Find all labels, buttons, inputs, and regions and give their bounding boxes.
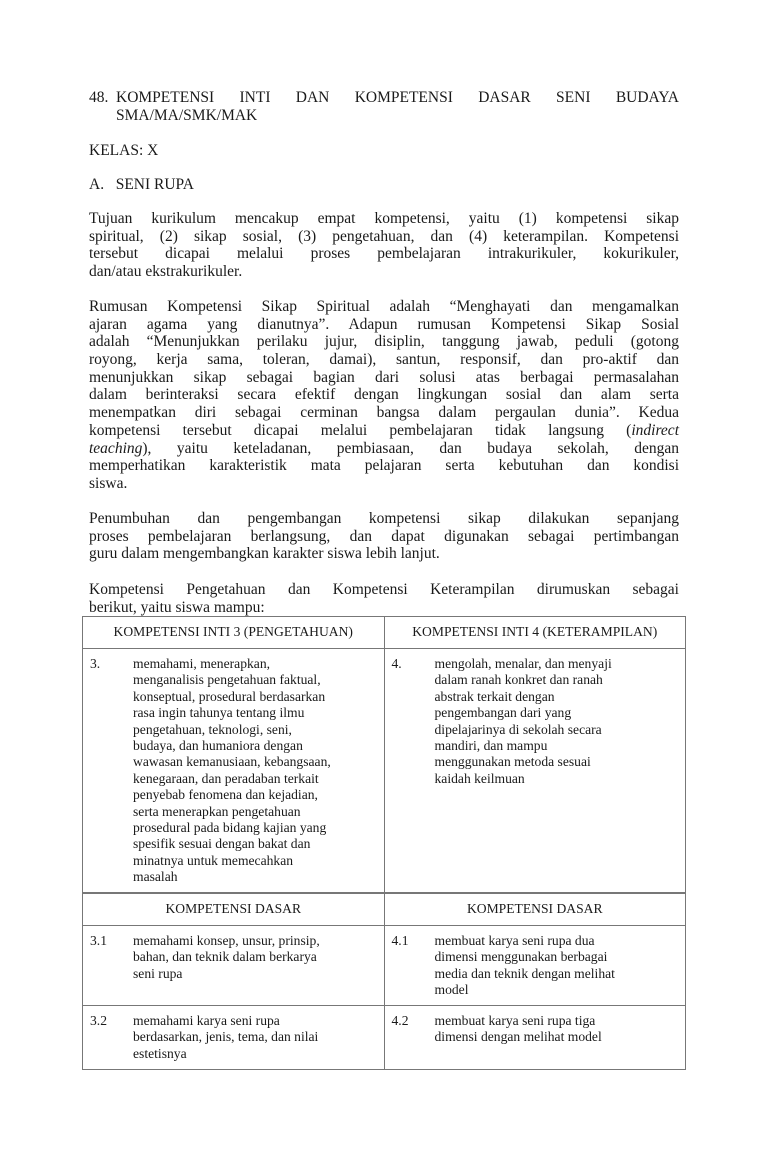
table-cell: [83, 649, 385, 893]
italic-term: teaching: [89, 439, 143, 457]
text-line: membuat karya seni rupa dua: [434, 933, 595, 948]
table-cell: [384, 926, 686, 1006]
text-line: dalam ranah konkret dan ranah: [434, 672, 603, 688]
text-line: kenegaraan, dan peradaban terkait: [133, 770, 319, 786]
text-line: budaya, dan humaniora dengan: [133, 738, 303, 754]
section-heading: A. SENI RUPA: [89, 176, 194, 193]
text-line: spiritual, (2) sikap sosial, (3) pengetahuan, dan (4) keterampilan. Kompetensi: [89, 227, 679, 245]
text-line: Kompetensi Pengetahuan dan Kompetensi Keterampilan dirumuskan sebagai: [89, 581, 679, 598]
text-line: serta menerapkan pengetahuan: [133, 803, 301, 819]
text-line: dalam berinteraksi secara efektif dengan lingkungan sosial dan alam serta: [89, 386, 679, 404]
column-header: KOMPETENSI DASAR: [83, 894, 385, 926]
table-cell: [83, 1006, 385, 1070]
text-line: abstrak terkait dengan: [434, 688, 555, 704]
item-text: [435, 1013, 602, 1046]
item-text: [435, 933, 615, 999]
text-line: guru dalam mengembangkan karakter siswa lebih lanjut.: [89, 545, 440, 563]
heading-line: KOMPETENSI INTI DAN KOMPETENSI DASAR SENI BUDAYA: [116, 89, 679, 106]
text-line: rasa ingin tahunya tentang ilmu: [133, 705, 305, 721]
text-line: [89, 440, 679, 458]
text-line: menggunakan metoda sesuai: [434, 754, 591, 770]
text-line: bahan, dan teknik dalam berkarya: [133, 949, 317, 965]
text-line: minatnya untuk memecahkan: [133, 852, 294, 868]
text-line: prosedural pada bidang kajian yang: [133, 820, 327, 836]
table-header-row: [83, 894, 686, 926]
text-line: masalah: [133, 869, 178, 885]
text-line: proses pembelajaran berlangsung, dan dapat digunakan sebagai pertimbangan: [89, 527, 679, 545]
text-line: berikut, yaitu siswa mampu:: [89, 598, 265, 616]
text-line: model: [434, 982, 469, 998]
item-text: [133, 656, 331, 886]
kompetensi-inti-table: [82, 616, 686, 893]
text-line: [89, 422, 679, 440]
text-line: spesifik sesuai dengan bakat dan: [133, 836, 311, 852]
item-number: 4.1: [391, 933, 409, 948]
table-header-row: [83, 617, 686, 649]
kelas-label: KELAS: X: [89, 142, 159, 159]
paragraph-3: [89, 510, 679, 563]
text-line: menganalisis pengetahuan faktual,: [133, 672, 321, 688]
item-number: 3.: [90, 656, 101, 671]
text-line: penyebab fenomena dan kejadian,: [133, 787, 318, 803]
text-line: media dan teknik dengan melihat: [434, 965, 615, 981]
item-number: 3.2: [90, 1013, 107, 1028]
text-line: dimensi menggunakan berbagai: [434, 949, 608, 965]
text-line: seni rupa: [133, 965, 183, 981]
text-segment: kompetensi tersebut dicapai melalui pembelajaran tidak langsung (: [89, 421, 632, 439]
text-line: berdasarkan, jenis, tema, dan nilai: [133, 1029, 319, 1045]
paragraph-4: [89, 581, 679, 616]
heading-line: SMA/MA/SMK/MAK: [116, 106, 258, 124]
text-line: dimensi dengan melihat model: [434, 1029, 602, 1045]
item-text: [133, 1013, 318, 1062]
text-line: dipelajarinya di sekolah secara: [434, 721, 602, 737]
text-line: ajaran agama yang dianutnya”. Adapun rumusan Kompetensi Sikap Sosial: [89, 315, 679, 333]
table-row: [83, 1006, 686, 1070]
text-segment: ), yaitu keteladanan, pembiasaan, dan budaya sekolah, dengan: [142, 439, 679, 457]
text-line: memahami konsep, unsur, prinsip,: [133, 933, 320, 948]
text-line: kaidah keilmuan: [434, 770, 525, 786]
column-header: KOMPETENSI INTI 4 (KETERAMPILAN): [384, 617, 686, 649]
table-row: [83, 926, 686, 1006]
text-line: mandiri, dan mampu: [434, 738, 548, 754]
text-line: Tujuan kurikulum mencakup empat kompetensi, yaitu (1) kompetensi sikap: [89, 210, 679, 227]
item-text: [133, 933, 320, 982]
table-cell: [384, 1006, 686, 1070]
table-cell: [384, 649, 686, 893]
text-line: siswa.: [89, 474, 128, 492]
text-line: wawasan kemanusiaan, kebangsaan,: [133, 754, 331, 770]
text-line: memahami, menerapkan,: [133, 656, 271, 671]
column-header: KOMPETENSI DASAR: [384, 894, 686, 926]
text-line: memahami karya seni rupa: [133, 1013, 280, 1028]
text-line: Penumbuhan dan pengembangan kompetensi sikap dilakukan sepanjang: [89, 510, 679, 527]
item-number: 3.1: [90, 933, 107, 948]
text-line: royong, kerja sama, toleran, damai), santun, responsif, dan pro-aktif dan: [89, 351, 679, 369]
text-line: tersebut dicapai melalui proses pembelajaran intrakurikuler, kokurikuler,: [89, 245, 679, 263]
text-line: konseptual, prosedural berdasarkan: [133, 688, 326, 704]
table-row: [83, 649, 686, 893]
text-line: dan/atau ekstrakurikuler.: [89, 263, 243, 281]
column-header: KOMPETENSI INTI 3 (PENGETAHUAN): [83, 617, 385, 649]
text-line: pengembangan dari yang: [434, 705, 572, 721]
text-line: Rumusan Kompetensi Sikap Spiritual adalah “Menghayati dan mengamalkan: [89, 298, 679, 315]
item-number: 4.2: [391, 1013, 409, 1028]
paragraph-1: [89, 210, 679, 281]
paragraph-2: [89, 298, 679, 493]
text-line: memperhatikan karakteristik mata pelajaran serta kebutuhan dan kondisi: [89, 457, 679, 475]
text-line: mengolah, menalar, dan menyaji: [434, 656, 612, 671]
table-cell: [83, 926, 385, 1006]
text-line: pengetahuan, teknologi, seni,: [133, 721, 292, 737]
item-text: [435, 656, 612, 787]
kompetensi-dasar-table: [82, 893, 686, 1070]
text-line: membuat karya seni rupa tiga: [434, 1013, 596, 1028]
text-line: menunjukkan sikap sebagai bagian dari solusi atas berbagai permasalahan: [89, 368, 679, 386]
text-line: estetisnya: [133, 1045, 187, 1061]
italic-term: indirect: [631, 421, 679, 439]
item-number: 4.: [391, 656, 402, 671]
heading-number: 48.: [89, 89, 109, 106]
text-line: adalah “Menunjukkan perilaku jujur, disiplin, tanggung jawab, peduli (gotong: [89, 333, 679, 351]
text-line: menempatkan diri sebagai cerminan bangsa dalam pergaulan dunia”. Kedua: [89, 404, 679, 422]
